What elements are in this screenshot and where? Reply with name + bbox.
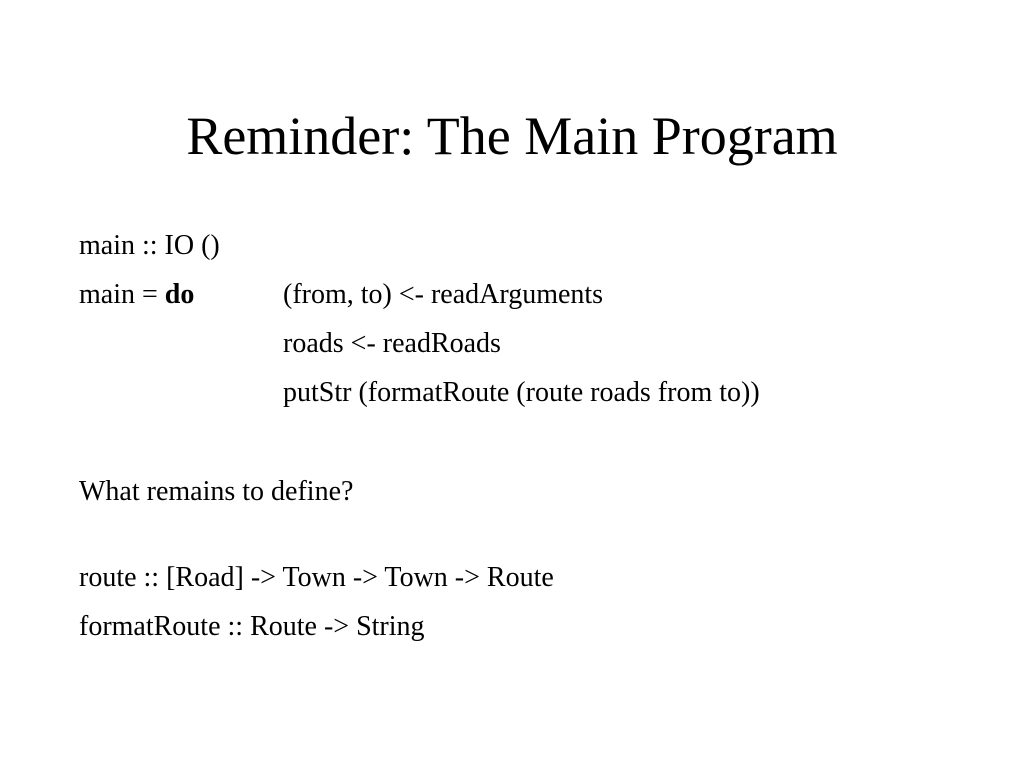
main-definition-prefix: main =	[79, 279, 165, 310]
main-definition	[79, 278, 194, 312]
question-text: What remains to define?	[79, 476, 354, 507]
slide-title: Reminder: The Main Program	[186, 106, 838, 166]
route-type-signature: route :: [Road] -> Town -> Town -> Route	[79, 562, 554, 593]
main-signature: main :: IO ()	[79, 230, 220, 261]
do-statement-read-arguments: (from, to) <- readArguments	[283, 279, 604, 310]
format-route-type-signature: formatRoute :: Route -> String	[79, 611, 425, 642]
do-keyword: do	[164, 279, 195, 310]
do-statement-read-roads: roads <- readRoads	[283, 328, 501, 359]
do-statement-put-str: putStr (formatRoute (route roads from to))	[283, 377, 760, 408]
